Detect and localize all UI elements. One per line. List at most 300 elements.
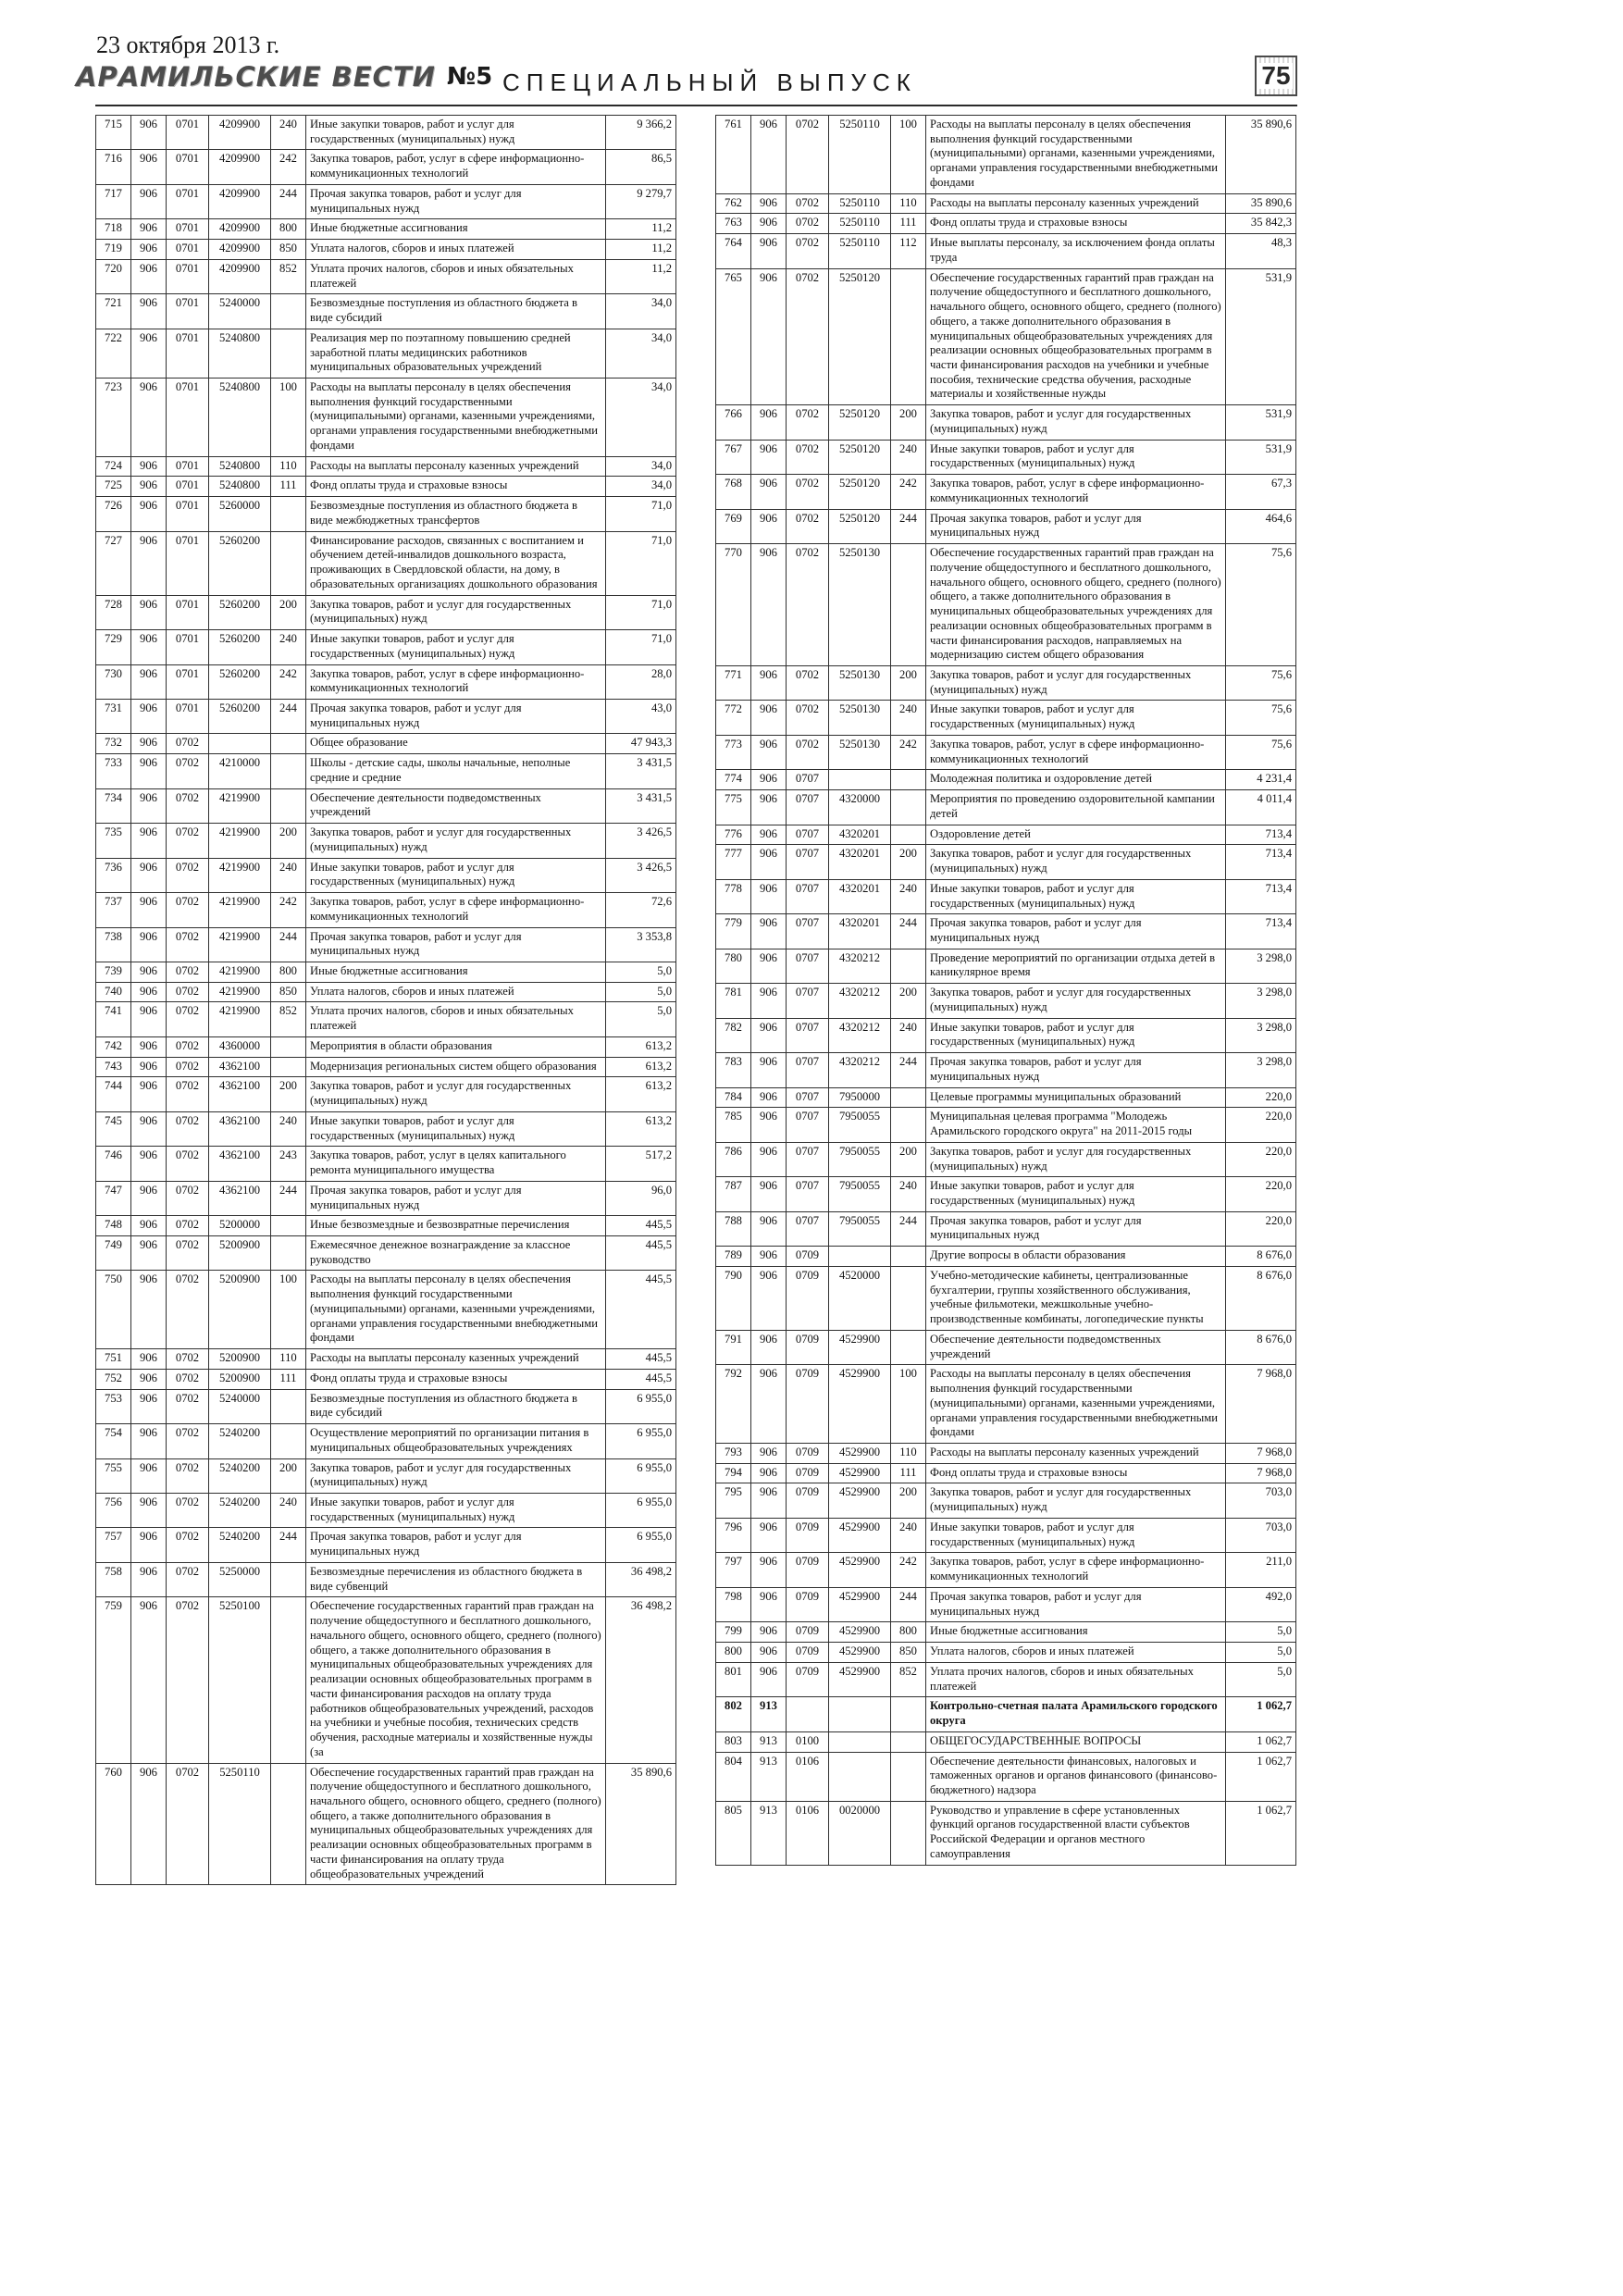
cell-expense-type: 240 bbox=[891, 1018, 926, 1052]
cell-target-article: 5200000 bbox=[209, 1216, 271, 1236]
cell-section-code: 0702 bbox=[167, 1494, 209, 1528]
cell-target-article bbox=[829, 1697, 891, 1731]
cell-description: Безвозмездные поступления из областного бюджета в виде субсидий bbox=[306, 294, 606, 329]
cell-amount: 531,9 bbox=[1226, 405, 1296, 440]
cell-grbs-code: 906 bbox=[751, 116, 787, 194]
cell-description: Расходы на выплаты персоналу казенных учреждений bbox=[306, 1349, 606, 1370]
cell-target-article: 7950055 bbox=[829, 1177, 891, 1211]
cell-amount: 445,5 bbox=[606, 1349, 676, 1370]
cell-section-code: 0707 bbox=[787, 984, 829, 1018]
cell-section-code: 0709 bbox=[787, 1643, 829, 1663]
cell-grbs-code: 906 bbox=[131, 1369, 167, 1389]
cell-section-code: 0702 bbox=[167, 1002, 209, 1036]
table-row bbox=[96, 699, 676, 733]
cell-amount: 86,5 bbox=[606, 150, 676, 184]
cell-description: Закупка товаров, работ и услуг для государственных (муниципальных) нужд bbox=[926, 984, 1226, 1018]
cell-line-number: 721 bbox=[96, 294, 131, 329]
table-row bbox=[96, 1349, 676, 1370]
cell-section-code: 0701 bbox=[167, 456, 209, 477]
cell-line-number: 784 bbox=[716, 1087, 751, 1108]
cell-amount: 5,0 bbox=[606, 962, 676, 982]
cell-line-number: 783 bbox=[716, 1053, 751, 1087]
cell-description: Уплата налогов, сборов и иных платежей bbox=[926, 1643, 1226, 1663]
cell-line-number: 804 bbox=[716, 1752, 751, 1801]
cell-section-code: 0702 bbox=[167, 1271, 209, 1349]
cell-amount: 71,0 bbox=[606, 630, 676, 664]
cell-expense-type: 100 bbox=[271, 379, 306, 457]
cell-line-number: 774 bbox=[716, 770, 751, 790]
cell-section-code: 0702 bbox=[167, 982, 209, 1002]
cell-target-article: 4362100 bbox=[209, 1077, 271, 1111]
table-row bbox=[716, 1444, 1296, 1464]
table-row bbox=[716, 984, 1296, 1018]
cell-expense-type: 200 bbox=[891, 845, 926, 879]
cell-description: Иные закупки товаров, работ и услуг для государственных (муниципальных) нужд bbox=[926, 1177, 1226, 1211]
cell-target-article: 4209900 bbox=[209, 150, 271, 184]
table-row bbox=[96, 184, 676, 218]
cell-amount: 8 676,0 bbox=[1226, 1330, 1296, 1364]
table-row bbox=[716, 1211, 1296, 1246]
cell-grbs-code: 913 bbox=[751, 1801, 787, 1865]
cell-section-code: 0702 bbox=[167, 1597, 209, 1763]
cell-description: Обеспечение государственных гарантий прав граждан на получение общедоступного и бесплатного дошкольного, начального общего, основного общего, среднего (полного) общего, а также дополнительного образования в муниципальных общеобразовательных учреждениях для реализации основных общеобразовательных программ в части финансирования расходов, направляемых на модернизацию систем общего образования bbox=[926, 544, 1226, 666]
cell-line-number: 739 bbox=[96, 962, 131, 982]
cell-grbs-code: 906 bbox=[131, 497, 167, 531]
cell-description: Расходы на выплаты персоналу в целях обеспечения выполнения функций государственными (муниципальными) органами, казенными учреждениями, органами управления государственными внебюджетными фондами bbox=[306, 379, 606, 457]
table-row bbox=[96, 1458, 676, 1493]
table-row bbox=[716, 1483, 1296, 1518]
cell-target-article: 5250130 bbox=[829, 701, 891, 735]
cell-line-number: 761 bbox=[716, 116, 751, 194]
cell-expense-type: 244 bbox=[271, 184, 306, 218]
cell-amount: 3 298,0 bbox=[1226, 949, 1296, 983]
cell-description: Прочая закупка товаров, работ и услуг для муниципальных нужд bbox=[306, 699, 606, 733]
cell-grbs-code: 906 bbox=[131, 1597, 167, 1763]
cell-target-article: 5240800 bbox=[209, 379, 271, 457]
cell-amount: 9 279,7 bbox=[606, 184, 676, 218]
cell-line-number: 796 bbox=[716, 1518, 751, 1552]
cell-section-code: 0701 bbox=[167, 116, 209, 150]
cell-target-article: 4219900 bbox=[209, 982, 271, 1002]
cell-section-code: 0709 bbox=[787, 1518, 829, 1552]
cell-description: Безвозмездные поступления из областного бюджета в виде субсидий bbox=[306, 1389, 606, 1423]
cell-amount: 3 298,0 bbox=[1226, 1018, 1296, 1052]
cell-line-number: 805 bbox=[716, 1801, 751, 1865]
cell-section-code: 0707 bbox=[787, 1108, 829, 1142]
cell-grbs-code: 906 bbox=[751, 735, 787, 769]
table-row bbox=[96, 1369, 676, 1389]
cell-expense-type bbox=[891, 1247, 926, 1267]
cell-section-code: 0702 bbox=[787, 475, 829, 509]
cell-expense-type: 200 bbox=[271, 824, 306, 858]
cell-amount: 75,6 bbox=[1226, 701, 1296, 735]
cell-amount: 6 955,0 bbox=[606, 1389, 676, 1423]
cell-section-code: 0701 bbox=[167, 240, 209, 260]
table-row bbox=[96, 824, 676, 858]
table-row bbox=[716, 1463, 1296, 1483]
cell-amount: 3 431,5 bbox=[606, 788, 676, 823]
cell-grbs-code: 906 bbox=[131, 1458, 167, 1493]
cell-expense-type: 243 bbox=[271, 1147, 306, 1181]
cell-line-number: 724 bbox=[96, 456, 131, 477]
cell-line-number: 768 bbox=[716, 475, 751, 509]
cell-section-code: 0702 bbox=[167, 962, 209, 982]
table-row bbox=[716, 914, 1296, 949]
table-row bbox=[716, 1643, 1296, 1663]
cell-line-number: 738 bbox=[96, 927, 131, 962]
section-title: СПЕЦИАЛЬНЫЙ ВЫПУСК bbox=[502, 68, 917, 96]
cell-line-number: 730 bbox=[96, 664, 131, 699]
cell-section-code: 0106 bbox=[787, 1801, 829, 1865]
cell-expense-type: 200 bbox=[891, 1142, 926, 1176]
table-row bbox=[716, 1752, 1296, 1801]
cell-description: Расходы на выплаты персоналу в целях обеспечения выполнения функций государственными (муниципальными) органами, казенными учреждениями, органами управления государственными внебюджетными фондами bbox=[926, 116, 1226, 194]
cell-description: Прочая закупка товаров, работ и услуг для муниципальных нужд bbox=[926, 1211, 1226, 1246]
table-row bbox=[716, 1142, 1296, 1176]
cell-expense-type: 244 bbox=[271, 699, 306, 733]
table-row bbox=[96, 595, 676, 629]
cell-line-number: 760 bbox=[96, 1763, 131, 1885]
cell-line-number: 744 bbox=[96, 1077, 131, 1111]
cell-section-code: 0707 bbox=[787, 1018, 829, 1052]
cell-amount: 35 890,6 bbox=[1226, 116, 1296, 194]
cell-amount: 8 676,0 bbox=[1226, 1247, 1296, 1267]
cell-section-code: 0100 bbox=[787, 1731, 829, 1752]
cell-grbs-code: 906 bbox=[751, 825, 787, 845]
cell-description: Безвозмездные перечисления из областного бюджета в виде субвенций bbox=[306, 1562, 606, 1596]
cell-grbs-code: 906 bbox=[131, 1494, 167, 1528]
cell-grbs-code: 906 bbox=[131, 184, 167, 218]
cell-description: ОБЩЕГОСУДАРСТВЕННЫЕ ВОПРОСЫ bbox=[926, 1731, 1226, 1752]
cell-description: Финансирование расходов, связанных с воспитанием и обучением детей-инвалидов дошкольного возраста, проживающих в Свердловской области, на дому, в образовательных организациях дошкольного образования bbox=[306, 531, 606, 595]
cell-expense-type bbox=[891, 1266, 926, 1330]
cell-section-code: 0701 bbox=[167, 531, 209, 595]
cell-expense-type: 240 bbox=[891, 1177, 926, 1211]
cell-target-article: 5240000 bbox=[209, 1389, 271, 1423]
cell-grbs-code: 906 bbox=[131, 1002, 167, 1036]
cell-target-article: 4209900 bbox=[209, 240, 271, 260]
cell-grbs-code: 906 bbox=[751, 193, 787, 214]
cell-section-code: 0709 bbox=[787, 1662, 829, 1696]
table-row bbox=[716, 193, 1296, 214]
cell-grbs-code: 906 bbox=[751, 1247, 787, 1267]
cell-line-number: 751 bbox=[96, 1349, 131, 1370]
cell-section-code: 0702 bbox=[167, 1111, 209, 1146]
cell-amount: 613,2 bbox=[606, 1077, 676, 1111]
cell-amount: 34,0 bbox=[606, 379, 676, 457]
cell-section-code: 0702 bbox=[167, 754, 209, 788]
table-row bbox=[716, 475, 1296, 509]
cell-description: Целевые программы муниципальных образований bbox=[926, 1087, 1226, 1108]
cell-grbs-code: 906 bbox=[751, 544, 787, 666]
cell-grbs-code: 906 bbox=[751, 1444, 787, 1464]
cell-target-article: 7950055 bbox=[829, 1142, 891, 1176]
cell-amount: 35 890,6 bbox=[606, 1763, 676, 1885]
cell-target-article: 4210000 bbox=[209, 754, 271, 788]
cell-expense-type: 100 bbox=[891, 116, 926, 194]
cell-section-code: 0701 bbox=[167, 294, 209, 329]
cell-section-code: 0702 bbox=[787, 701, 829, 735]
table-row bbox=[96, 116, 676, 150]
cell-grbs-code: 913 bbox=[751, 1731, 787, 1752]
cell-target-article: 7950055 bbox=[829, 1211, 891, 1246]
cell-section-code: 0707 bbox=[787, 949, 829, 983]
cell-description: Обеспечение государственных гарантий прав граждан на получение общедоступного и бесплатного дошкольного, начального общего, основного общего, среднего (полного) общего, а также дополнительного образования в муниципальных общеобразовательных учреждениях для реализации основных общеобразовательных программ в части финансирования расходов на учебники и учебные пособия, технические средства обучения, расходные материалы и хозяйственные нужды bbox=[926, 268, 1226, 405]
newspaper-masthead: АРАМИЛЬСКИЕ ВЕСТИ bbox=[76, 61, 436, 93]
table-row bbox=[96, 754, 676, 788]
cell-section-code: 0701 bbox=[167, 630, 209, 664]
cell-section-code: 0709 bbox=[787, 1247, 829, 1267]
cell-description: Руководство и управление в сфере установленных функций органов государственной власти субъектов Российской Федерации и органов местного самоуправления bbox=[926, 1801, 1226, 1865]
table-row bbox=[716, 1087, 1296, 1108]
cell-description: Закупка товаров, работ и услуг для государственных (муниципальных) нужд bbox=[926, 665, 1226, 700]
cell-grbs-code: 906 bbox=[751, 440, 787, 474]
cell-expense-type bbox=[271, 754, 306, 788]
cell-amount: 713,4 bbox=[1226, 845, 1296, 879]
cell-description: Уплата прочих налогов, сборов и иных обязательных платежей bbox=[306, 1002, 606, 1036]
cell-target-article: 5250120 bbox=[829, 475, 891, 509]
cell-line-number: 800 bbox=[716, 1643, 751, 1663]
cell-target-article: 5240200 bbox=[209, 1424, 271, 1458]
cell-amount: 703,0 bbox=[1226, 1518, 1296, 1552]
table-row bbox=[716, 845, 1296, 879]
cell-description: Иные закупки товаров, работ и услуг для государственных (муниципальных) нужд bbox=[926, 440, 1226, 474]
cell-line-number: 759 bbox=[96, 1597, 131, 1763]
cell-grbs-code: 906 bbox=[131, 595, 167, 629]
cell-target-article: 5260000 bbox=[209, 497, 271, 531]
cell-expense-type bbox=[891, 1752, 926, 1801]
cell-amount: 3 298,0 bbox=[1226, 1053, 1296, 1087]
cell-description: Иные бюджетные ассигнования bbox=[926, 1622, 1226, 1643]
cell-amount: 6 955,0 bbox=[606, 1494, 676, 1528]
table-row bbox=[96, 531, 676, 595]
table-row bbox=[716, 405, 1296, 440]
table-row bbox=[716, 1177, 1296, 1211]
table-row bbox=[96, 1528, 676, 1562]
cell-amount: 34,0 bbox=[606, 456, 676, 477]
cell-grbs-code: 906 bbox=[751, 1177, 787, 1211]
cell-section-code: 0702 bbox=[167, 1562, 209, 1596]
cell-target-article: 4520000 bbox=[829, 1266, 891, 1330]
cell-amount: 71,0 bbox=[606, 531, 676, 595]
cell-expense-type: 110 bbox=[891, 193, 926, 214]
cell-target-article: 5250110 bbox=[829, 214, 891, 234]
table-row bbox=[96, 982, 676, 1002]
cell-target-article: 4219900 bbox=[209, 788, 271, 823]
cell-amount: 531,9 bbox=[1226, 440, 1296, 474]
cell-target-article: 4209900 bbox=[209, 259, 271, 293]
cell-expense-type: 100 bbox=[271, 1271, 306, 1349]
cell-expense-type: 850 bbox=[271, 982, 306, 1002]
cell-grbs-code: 906 bbox=[751, 1087, 787, 1108]
cell-section-code: 0709 bbox=[787, 1330, 829, 1364]
cell-line-number: 791 bbox=[716, 1330, 751, 1364]
table-row bbox=[96, 379, 676, 457]
cell-section-code: 0709 bbox=[787, 1553, 829, 1587]
cell-section-code: 0707 bbox=[787, 914, 829, 949]
cell-grbs-code: 906 bbox=[131, 1216, 167, 1236]
cell-amount: 5,0 bbox=[606, 1002, 676, 1036]
cell-target-article: 4362100 bbox=[209, 1057, 271, 1077]
cell-amount: 6 955,0 bbox=[606, 1528, 676, 1562]
table-row bbox=[716, 1662, 1296, 1696]
cell-target-article: 5250110 bbox=[829, 234, 891, 268]
cell-grbs-code: 906 bbox=[131, 927, 167, 962]
cell-section-code: 0709 bbox=[787, 1266, 829, 1330]
cell-line-number: 731 bbox=[96, 699, 131, 733]
cell-section-code: 0709 bbox=[787, 1365, 829, 1444]
cell-description: Закупка товаров, работ и услуг для государственных (муниципальных) нужд bbox=[306, 595, 606, 629]
cell-line-number: 799 bbox=[716, 1622, 751, 1643]
table-row bbox=[96, 1036, 676, 1057]
cell-expense-type: 850 bbox=[891, 1643, 926, 1663]
cell-line-number: 797 bbox=[716, 1553, 751, 1587]
cell-grbs-code: 906 bbox=[751, 1643, 787, 1663]
cell-description: Муниципальная целевая программа "Молодежь Арамильского городского округа" на 2011-2015 годы bbox=[926, 1108, 1226, 1142]
cell-amount: 3 298,0 bbox=[1226, 984, 1296, 1018]
cell-expense-type: 800 bbox=[271, 219, 306, 240]
cell-line-number: 757 bbox=[96, 1528, 131, 1562]
cell-expense-type bbox=[271, 1389, 306, 1423]
cell-description: Другие вопросы в области образования bbox=[926, 1247, 1226, 1267]
cell-expense-type bbox=[891, 790, 926, 825]
cell-grbs-code: 906 bbox=[131, 1057, 167, 1077]
cell-target-article: 5260200 bbox=[209, 531, 271, 595]
cell-target-article: 4219900 bbox=[209, 824, 271, 858]
cell-target-article: 4362100 bbox=[209, 1181, 271, 1215]
cell-amount: 4 231,4 bbox=[1226, 770, 1296, 790]
cell-description: Иные закупки товаров, работ и услуг для государственных (муниципальных) нужд bbox=[926, 1018, 1226, 1052]
cell-description: Осуществление мероприятий по организации питания в муниципальных общеобразовательных учреждениях bbox=[306, 1424, 606, 1458]
cell-line-number: 719 bbox=[96, 240, 131, 260]
cell-section-code: 0707 bbox=[787, 1211, 829, 1246]
cell-description: Обеспечение деятельности подведомственных учреждений bbox=[306, 788, 606, 823]
page-number-box bbox=[1255, 56, 1297, 96]
cell-target-article: 5250100 bbox=[209, 1597, 271, 1763]
cell-description: Прочая закупка товаров, работ и услуг для муниципальных нужд bbox=[926, 1587, 1226, 1621]
cell-line-number: 793 bbox=[716, 1444, 751, 1464]
cell-line-number: 756 bbox=[96, 1494, 131, 1528]
cell-target-article: 5250110 bbox=[829, 193, 891, 214]
cell-target-article: 4320000 bbox=[829, 790, 891, 825]
cell-line-number: 801 bbox=[716, 1662, 751, 1696]
cell-line-number: 788 bbox=[716, 1211, 751, 1246]
table-row bbox=[96, 240, 676, 260]
cell-description: Уплата прочих налогов, сборов и иных обязательных платежей bbox=[306, 259, 606, 293]
cell-target-article: 4320201 bbox=[829, 914, 891, 949]
cell-line-number: 758 bbox=[96, 1562, 131, 1596]
cell-section-code: 0709 bbox=[787, 1622, 829, 1643]
cell-description: Прочая закупка товаров, работ и услуг для муниципальных нужд bbox=[926, 1053, 1226, 1087]
cell-target-article: 4219900 bbox=[209, 1002, 271, 1036]
cell-amount: 220,0 bbox=[1226, 1108, 1296, 1142]
cell-amount: 11,2 bbox=[606, 219, 676, 240]
cell-expense-type bbox=[891, 770, 926, 790]
table-row bbox=[716, 1247, 1296, 1267]
cell-grbs-code: 906 bbox=[751, 1587, 787, 1621]
cell-description: Закупка товаров, работ и услуг для государственных (муниципальных) нужд bbox=[926, 1483, 1226, 1518]
cell-target-article: 4320212 bbox=[829, 1053, 891, 1087]
cell-grbs-code: 906 bbox=[131, 1181, 167, 1215]
cell-line-number: 740 bbox=[96, 982, 131, 1002]
cell-description: Закупка товаров, работ, услуг в сфере информационно-коммуникационных технологий bbox=[926, 735, 1226, 769]
cell-target-article bbox=[829, 770, 891, 790]
table-row bbox=[96, 1562, 676, 1596]
cell-amount: 445,5 bbox=[606, 1369, 676, 1389]
table-row bbox=[716, 544, 1296, 666]
table-row bbox=[716, 770, 1296, 790]
cell-expense-type bbox=[891, 825, 926, 845]
cell-description: Закупка товаров, работ и услуг для государственных (муниципальных) нужд bbox=[306, 1458, 606, 1493]
cell-expense-type: 200 bbox=[891, 405, 926, 440]
cell-description: Мероприятия по проведению оздоровительной кампании детей bbox=[926, 790, 1226, 825]
table-row bbox=[96, 1216, 676, 1236]
cell-expense-type: 800 bbox=[891, 1622, 926, 1643]
cell-expense-type: 852 bbox=[891, 1662, 926, 1696]
cell-target-article: 4529900 bbox=[829, 1622, 891, 1643]
cell-line-number: 737 bbox=[96, 893, 131, 927]
cell-expense-type: 242 bbox=[891, 735, 926, 769]
cell-amount: 220,0 bbox=[1226, 1177, 1296, 1211]
cell-target-article: 7950000 bbox=[829, 1087, 891, 1108]
cell-amount: 531,9 bbox=[1226, 268, 1296, 405]
cell-grbs-code: 906 bbox=[131, 788, 167, 823]
cell-section-code: 0707 bbox=[787, 825, 829, 845]
cell-target-article: 5200900 bbox=[209, 1271, 271, 1349]
cell-target-article: 5240200 bbox=[209, 1494, 271, 1528]
cell-line-number: 794 bbox=[716, 1463, 751, 1483]
cell-grbs-code: 906 bbox=[131, 1528, 167, 1562]
cell-expense-type: 200 bbox=[891, 665, 926, 700]
cell-amount: 220,0 bbox=[1226, 1087, 1296, 1108]
cell-target-article: 4529900 bbox=[829, 1444, 891, 1464]
table-row bbox=[716, 1053, 1296, 1087]
table-row bbox=[96, 734, 676, 754]
cell-grbs-code: 906 bbox=[751, 1553, 787, 1587]
cell-description: Иные бюджетные ассигнования bbox=[306, 962, 606, 982]
cell-expense-type: 110 bbox=[891, 1444, 926, 1464]
cell-amount: 6 955,0 bbox=[606, 1458, 676, 1493]
cell-section-code: 0702 bbox=[167, 1147, 209, 1181]
cell-target-article: 4320201 bbox=[829, 879, 891, 913]
cell-section-code: 0701 bbox=[167, 699, 209, 733]
cell-section-code: 0702 bbox=[167, 858, 209, 892]
cell-target-article: 5250130 bbox=[829, 665, 891, 700]
cell-target-article: 4362100 bbox=[209, 1111, 271, 1146]
cell-grbs-code: 906 bbox=[751, 914, 787, 949]
cell-line-number: 776 bbox=[716, 825, 751, 845]
cell-section-code: 0702 bbox=[167, 1389, 209, 1423]
table-row bbox=[96, 294, 676, 329]
cell-section-code: 0701 bbox=[167, 379, 209, 457]
table-row bbox=[96, 788, 676, 823]
cell-grbs-code: 906 bbox=[751, 770, 787, 790]
table-row bbox=[96, 1181, 676, 1215]
cell-amount: 5,0 bbox=[606, 982, 676, 1002]
cell-section-code: 0702 bbox=[167, 1057, 209, 1077]
cell-section-code: 0702 bbox=[167, 1077, 209, 1111]
cell-expense-type: 110 bbox=[271, 1349, 306, 1370]
table-row bbox=[716, 665, 1296, 700]
table-row bbox=[96, 1077, 676, 1111]
cell-grbs-code: 906 bbox=[131, 1077, 167, 1111]
cell-line-number: 762 bbox=[716, 193, 751, 214]
cell-amount: 34,0 bbox=[606, 294, 676, 329]
cell-amount: 75,6 bbox=[1226, 735, 1296, 769]
cell-grbs-code: 906 bbox=[131, 219, 167, 240]
cell-section-code: 0707 bbox=[787, 1142, 829, 1176]
cell-expense-type bbox=[891, 1731, 926, 1752]
